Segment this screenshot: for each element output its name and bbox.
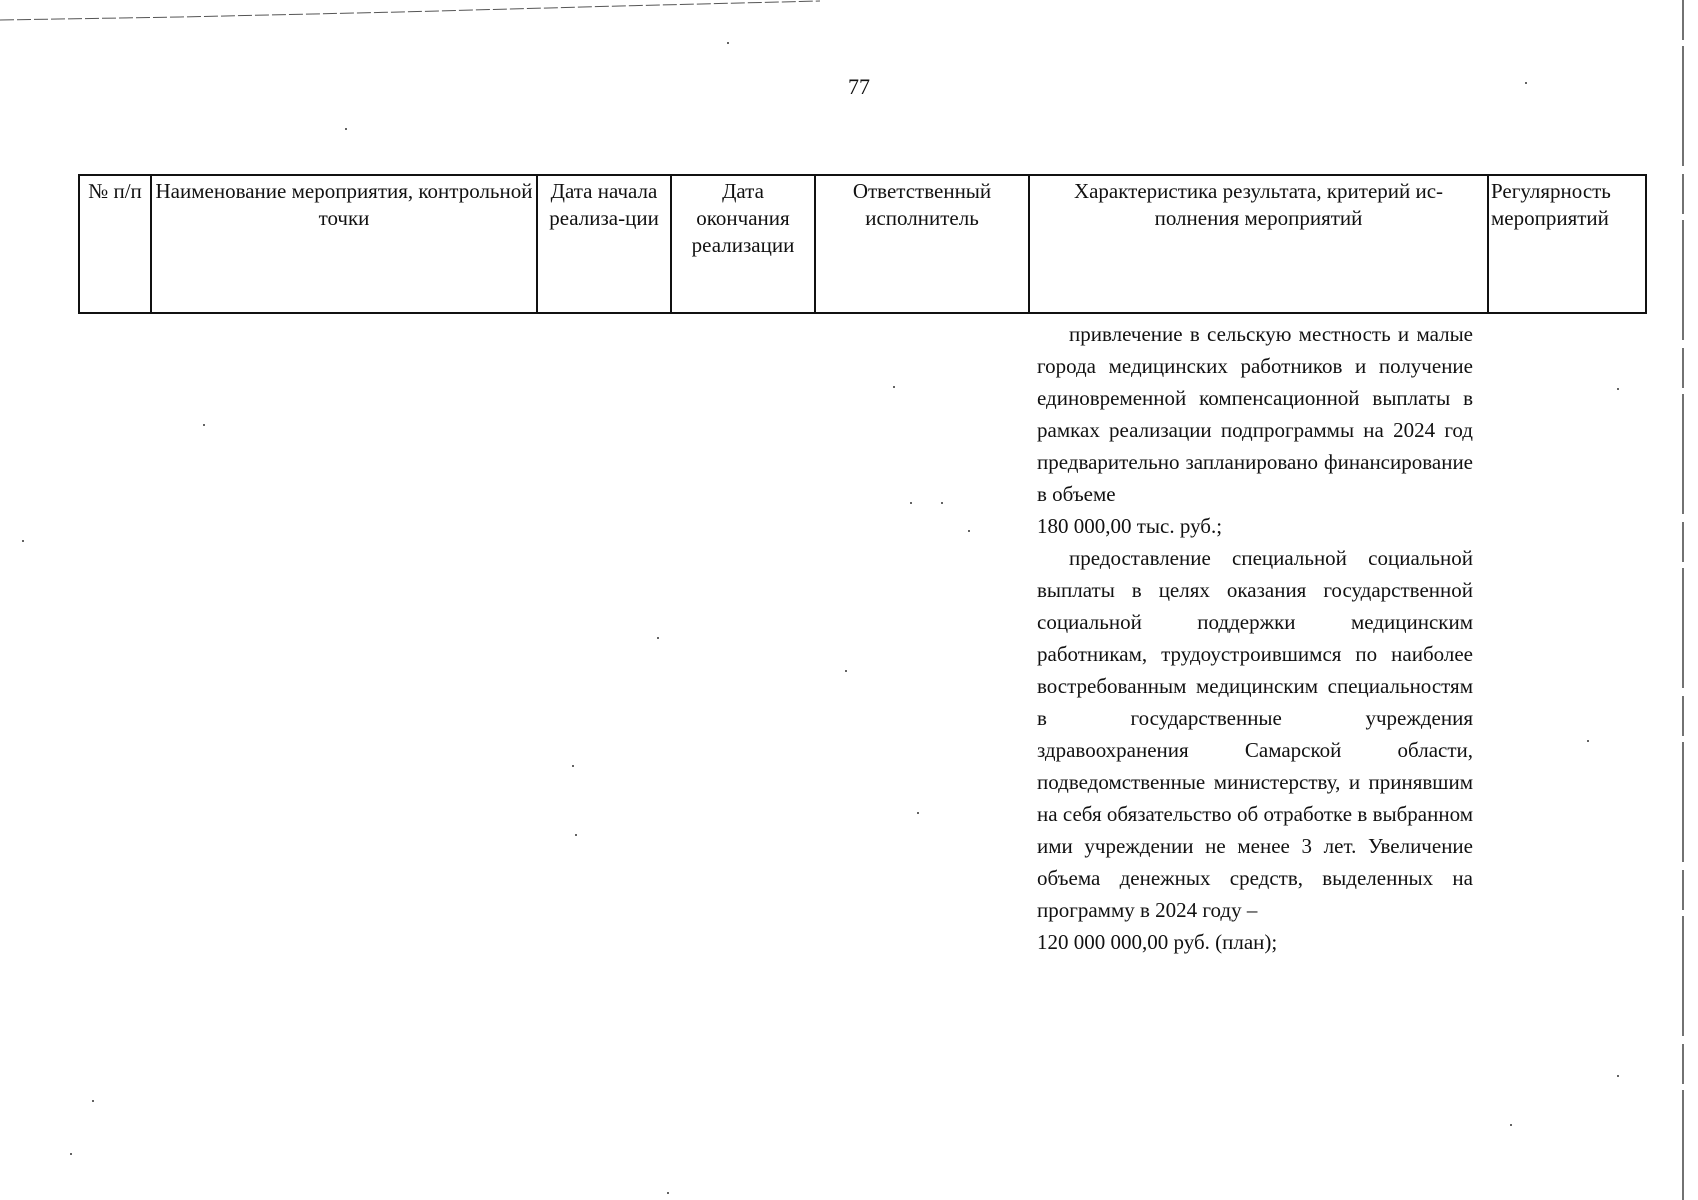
paragraph-rural-medics: привлечение в сельскую местность и малые города медицинских работников и получение единовременной компенсационной выплаты в рамках реализации подпрограммы на 2024 год предварительно запланировано финансирование в объеме [1037,322,1473,506]
column-header-responsible: Ответственный исполнитель [815,175,1029,313]
column-header-number: № п/п [79,175,151,313]
scan-speck [1587,740,1589,742]
scan-speck [203,424,205,426]
scan-speck [70,1153,72,1155]
paragraph-special-payment-amount: 120 000 000,00 руб. (план); [1037,930,1278,954]
scan-speck [1617,1075,1619,1077]
table-header [78,174,1647,314]
scan-speck [845,670,847,672]
scan-speck [893,386,895,388]
scan-speck [667,1192,669,1194]
scan-right-edge [1682,0,1685,1200]
scan-speck [92,1100,94,1102]
paragraph-special-payment: предоставление специальной социальной выплаты в целях оказания государственной социальной поддержки медицинским работникам, трудоустроившимся по наиболее востребованным медицинским специальностям в государственные учреждения здравоохранения Самарской области, подведомственные министерству, и принявшим на себя обязательство об отработке в выбранном ими учреждении не менее 3 лет. Увеличение объема денежных средств, выделенных на программу в 2024 году – [1037,546,1473,922]
scan-speck [657,637,659,639]
page-number: 77 [848,74,870,99]
scan-speck [22,540,24,542]
scan-speck [968,530,970,532]
paragraph-rural-medics-amount: 180 000,00 тыс. руб.; [1037,514,1223,538]
column-header-regularity: Регулярность мероприятий [1488,175,1646,313]
scan-speck [575,834,577,836]
scan-speck [1617,388,1619,390]
result-characteristic-text [1037,318,1473,958]
column-header-end-date: Дата окончания реализации [671,175,815,313]
scan-speck [345,128,347,130]
scan-edge-line [0,0,820,22]
header-row [79,175,1646,313]
scan-speck [910,502,912,504]
scan-speck [917,812,919,814]
column-header-activity-name: Наименование мероприятия, контрольной точки [151,175,537,313]
scan-speck [1510,1124,1512,1126]
scan-speck [941,502,943,504]
column-header-start-date: Дата начала реализа-ции [537,175,671,313]
scan-speck [572,765,574,767]
scan-speck [727,42,729,44]
scan-speck [1525,82,1527,84]
column-header-result-criteria: Характеристика результата, критерий ис-полнения мероприятий [1029,175,1488,313]
